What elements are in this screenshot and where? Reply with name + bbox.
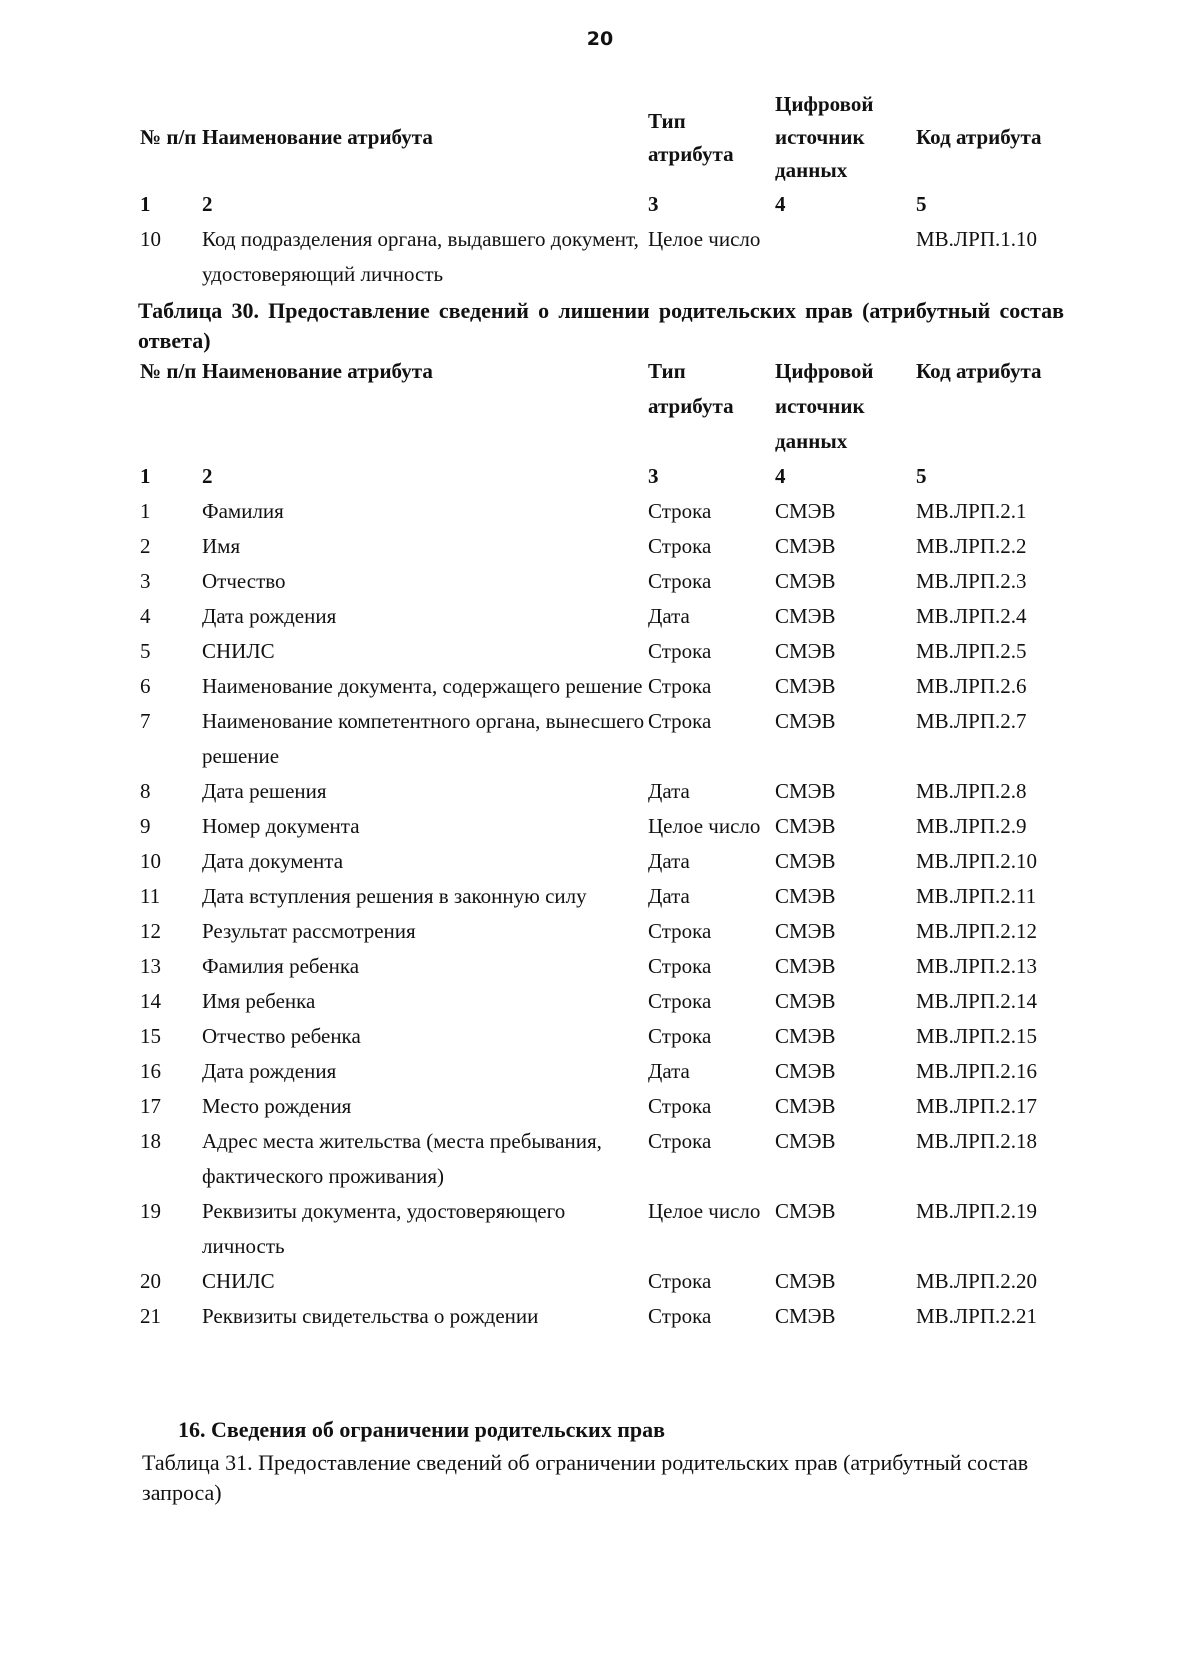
attribute-name: Наименование компетентного органа, вынесшего решение (202, 709, 645, 768)
table-row (140, 1264, 1086, 1299)
row-number: 6 (140, 674, 151, 698)
row-number: 10 (140, 849, 161, 873)
attribute-type: Дата (648, 779, 690, 803)
attribute-name: Дата вступления решения в законную силу (202, 884, 587, 908)
table-row (140, 1194, 1086, 1264)
data-source: СМЭВ (775, 499, 836, 523)
attribute-name: Дата рождения (202, 604, 337, 628)
attribute-type: Целое число (648, 814, 761, 838)
data-source: СМЭВ (775, 884, 836, 908)
attribute-name: Фамилия (202, 499, 284, 523)
table-row (140, 774, 1086, 809)
row-number: 14 (140, 989, 161, 1013)
attribute-code: МВ.ЛРП.2.13 (916, 954, 1038, 978)
header-cell-number: № п/п (140, 359, 197, 383)
attribute-type: Строка (648, 499, 712, 523)
table-row (140, 1299, 1086, 1334)
table-30-caption: Таблица 30. Предоставление сведений о лишении родительских прав (атрибутный состав ответа) (138, 298, 1064, 353)
attribute-code: МВ.ЛРП.2.14 (916, 989, 1038, 1013)
attribute-code: МВ.ЛРП.2.16 (916, 1059, 1038, 1083)
attribute-name: Реквизиты свидетельства о рождении (202, 1304, 539, 1328)
attribute-code: МВ.ЛРП.1.10 (916, 227, 1038, 251)
attribute-name: СНИЛС (202, 1269, 275, 1293)
row-number: 19 (140, 1199, 161, 1223)
header-cell-name: Наименование атрибута (202, 359, 433, 383)
data-source: СМЭВ (775, 1304, 836, 1328)
attribute-type: Целое число (648, 227, 761, 251)
attribute-type: Целое число (648, 1199, 761, 1223)
attribute-type: Строка (648, 534, 712, 558)
column-number-row (140, 459, 1086, 494)
attribute-code: МВ.ЛРП.2.21 (916, 1304, 1038, 1328)
table-row (140, 529, 1086, 564)
column-number: 3 (648, 464, 659, 488)
data-source: СМЭВ (775, 779, 836, 803)
table-row (140, 599, 1086, 634)
row-number: 12 (140, 919, 161, 943)
data-source: СМЭВ (775, 1059, 836, 1083)
attribute-name: Наименование документа, содержащего решение (202, 674, 643, 698)
attribute-name: Имя ребенка (202, 989, 316, 1013)
table-row (140, 914, 1086, 949)
attribute-type: Дата (648, 884, 690, 908)
column-number: 3 (648, 192, 659, 216)
row-number: 18 (140, 1129, 161, 1153)
table-row (140, 704, 1086, 774)
attribute-type: Строка (648, 1094, 712, 1118)
attribute-name: Отчество (202, 569, 286, 593)
attribute-code: МВ.ЛРП.2.12 (916, 919, 1038, 943)
attribute-name: Место рождения (202, 1094, 352, 1118)
attribute-type: Строка (648, 1024, 712, 1048)
attribute-name: Имя (202, 534, 241, 558)
data-source: СМЭВ (775, 639, 836, 663)
attribute-name: Дата рождения (202, 1059, 337, 1083)
table-row (140, 879, 1086, 914)
data-source: СМЭВ (775, 569, 836, 593)
attribute-name: Дата решения (202, 779, 327, 803)
column-number-row (140, 187, 1086, 222)
table-row (140, 844, 1086, 879)
data-source (775, 222, 916, 292)
attribute-table-continued (140, 88, 1086, 292)
column-number: 4 (775, 192, 786, 216)
attribute-type: Дата (648, 849, 690, 873)
attribute-type: Строка (648, 709, 712, 733)
table-row (140, 809, 1086, 844)
header-cell-source: Цифровой источник данных (775, 92, 874, 182)
attribute-code: МВ.ЛРП.2.19 (916, 1199, 1038, 1223)
column-number: 2 (202, 464, 213, 488)
row-number: 10 (140, 227, 161, 251)
table-row (140, 1019, 1086, 1054)
table-row (140, 564, 1086, 599)
attribute-name: Фамилия ребенка (202, 954, 360, 978)
header-cell-type: Тип атрибута (648, 108, 734, 166)
header-cell-code: Код атрибута (916, 125, 1042, 149)
header-cell-type: Тип атрибута (648, 359, 734, 418)
table-30 (140, 354, 1086, 1334)
data-source: СМЭВ (775, 1024, 836, 1048)
table-row (140, 984, 1086, 1019)
table-row (140, 1124, 1086, 1194)
attribute-code: МВ.ЛРП.2.18 (916, 1129, 1038, 1153)
attribute-code: МВ.ЛРП.2.2 (916, 534, 1027, 558)
attribute-code: МВ.ЛРП.2.15 (916, 1024, 1038, 1048)
attribute-type: Строка (648, 989, 712, 1013)
column-number: 2 (202, 192, 213, 216)
row-number: 16 (140, 1059, 161, 1083)
row-number: 13 (140, 954, 161, 978)
header-cell-code: Код атрибута (916, 359, 1042, 383)
table-row (140, 494, 1086, 529)
attribute-name: Дата документа (202, 849, 344, 873)
attribute-name: Адрес места жительства (места пребывания, фактического проживания) (202, 1129, 602, 1188)
column-number: 1 (140, 192, 151, 216)
row-number: 20 (140, 1269, 161, 1293)
attribute-type: Строка (648, 919, 712, 943)
data-source: СМЭВ (775, 534, 836, 558)
column-number: 5 (916, 464, 927, 488)
table-row (140, 222, 1086, 292)
attribute-type: Строка (648, 674, 712, 698)
attribute-type: Строка (648, 1269, 712, 1293)
column-number: 4 (775, 464, 786, 488)
table-row (140, 634, 1086, 669)
data-source: СМЭВ (775, 919, 836, 943)
data-source: СМЭВ (775, 709, 836, 733)
attribute-code: МВ.ЛРП.2.3 (916, 569, 1027, 593)
row-number: 8 (140, 779, 151, 803)
attribute-code: МВ.ЛРП.2.4 (916, 604, 1027, 628)
table-31-caption: Таблица 31. Предоставление сведений об ограничении родительских прав (атрибутный состав запроса) (142, 1450, 1029, 1505)
table-row (140, 1054, 1086, 1089)
attribute-code: МВ.ЛРП.2.6 (916, 674, 1027, 698)
row-number: 15 (140, 1024, 161, 1048)
row-number: 17 (140, 1094, 161, 1118)
row-number: 1 (140, 499, 151, 523)
attribute-code: МВ.ЛРП.2.20 (916, 1269, 1038, 1293)
attribute-code: МВ.ЛРП.2.5 (916, 639, 1027, 663)
attribute-type: Строка (648, 1304, 712, 1328)
attribute-type: Дата (648, 1059, 690, 1083)
attribute-type: Строка (648, 954, 712, 978)
attribute-name: Реквизиты документа, удостоверяющего личность (202, 1199, 566, 1258)
data-source: СМЭВ (775, 1199, 836, 1223)
data-source: СМЭВ (775, 1094, 836, 1118)
row-number: 3 (140, 569, 151, 593)
row-number: 7 (140, 709, 151, 733)
attribute-name: Отчество ребенка (202, 1024, 361, 1048)
attribute-type: Дата (648, 604, 690, 628)
attribute-name: СНИЛС (202, 639, 275, 663)
attribute-name: Код подразделения органа, выдавшего документ, удостоверяющий личность (202, 227, 639, 286)
data-source: СМЭВ (775, 989, 836, 1013)
row-number: 11 (140, 884, 161, 908)
attribute-name: Номер документа (202, 814, 360, 838)
data-source: СМЭВ (775, 1269, 836, 1293)
column-number: 1 (140, 464, 151, 488)
data-source: СМЭВ (775, 674, 836, 698)
data-source: СМЭВ (775, 604, 836, 628)
header-cell-number: № п/п (140, 125, 197, 149)
row-number: 4 (140, 604, 151, 628)
column-number: 5 (916, 192, 927, 216)
attribute-code: МВ.ЛРП.2.10 (916, 849, 1038, 873)
table-row (140, 1089, 1086, 1124)
header-cell-name: Наименование атрибута (202, 125, 433, 149)
table-header-row (140, 354, 1086, 459)
data-source: СМЭВ (775, 814, 836, 838)
attribute-code: МВ.ЛРП.2.11 (916, 884, 1037, 908)
attribute-code: МВ.ЛРП.2.8 (916, 779, 1027, 803)
table-row (140, 949, 1086, 984)
data-source: СМЭВ (775, 849, 836, 873)
attribute-code: МВ.ЛРП.2.17 (916, 1094, 1038, 1118)
attribute-code: МВ.ЛРП.2.9 (916, 814, 1027, 838)
row-number: 5 (140, 639, 151, 663)
attribute-code: МВ.ЛРП.2.1 (916, 499, 1027, 523)
attribute-code: МВ.ЛРП.2.7 (916, 709, 1027, 733)
data-source: СМЭВ (775, 1129, 836, 1153)
table-row (140, 669, 1086, 704)
attribute-type: Строка (648, 639, 712, 663)
section-heading: 16. Сведения об ограничении родительских прав (178, 1417, 666, 1442)
attribute-type: Строка (648, 1129, 712, 1153)
row-number: 21 (140, 1304, 161, 1328)
attribute-type: Строка (648, 569, 712, 593)
page-number: 20 (586, 28, 614, 50)
attribute-name: Результат рассмотрения (202, 919, 416, 943)
row-number: 2 (140, 534, 151, 558)
header-cell-source: Цифровой источник данных (775, 359, 874, 453)
row-number: 9 (140, 814, 151, 838)
data-source: СМЭВ (775, 954, 836, 978)
table-header-row (140, 88, 1086, 187)
